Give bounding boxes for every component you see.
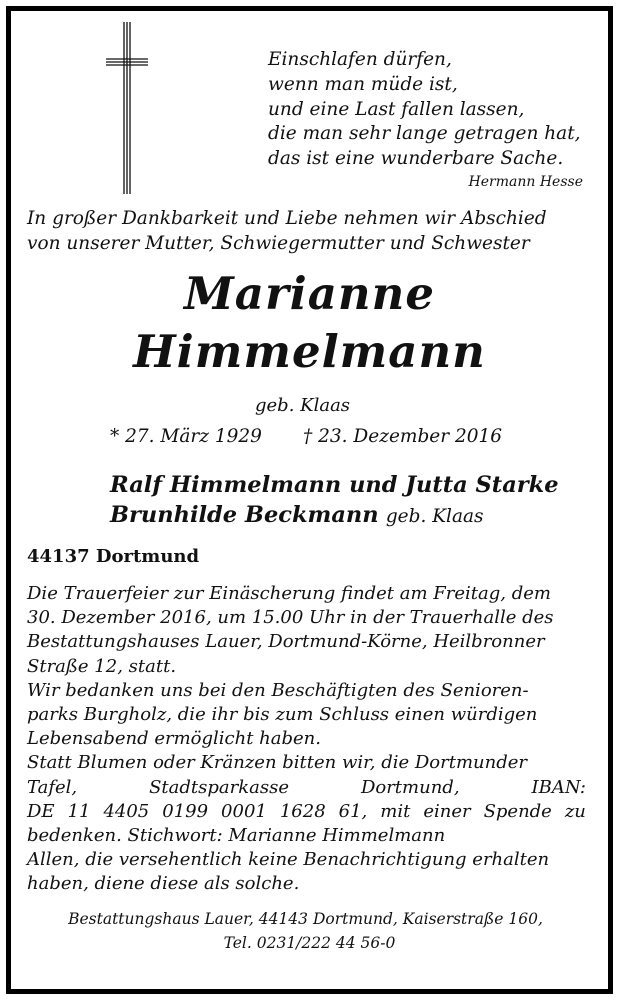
mourner-name: Brunhilde Beckmann — [110, 502, 379, 528]
announcement-body — [27, 582, 586, 896]
body-line: Statt Blumen oder Kränzen bitten wir, die Dortmunder — [27, 752, 528, 774]
life-dates — [110, 426, 530, 447]
body-word: 61, — [338, 800, 368, 822]
deceased-first-name: Marianne — [184, 267, 435, 320]
birth-date: * 27. März 1929 — [110, 426, 262, 447]
mourner-maiden-name: geb. Klaas — [385, 506, 484, 527]
poem-line: die man sehr lange getragen hat, — [268, 123, 581, 145]
funeral-home-phone: Tel. 0231/222 44 56-0 — [223, 934, 396, 952]
body-word: 11 — [67, 800, 91, 822]
poem — [268, 48, 588, 190]
poem-line: das ist eine wunderbare Sache. — [268, 148, 564, 170]
funeral-home-address: Bestattungshaus Lauer, 44143 Dortmund, Kaiserstraße 160, — [68, 910, 543, 928]
poem-author: Hermann Hesse — [468, 174, 583, 190]
poem-line: Einschlafen dürfen, — [268, 49, 452, 70]
body-word: mit — [380, 800, 411, 822]
body-line: Bestattungshauses Lauer, Dortmund-Körne, Heilbronner — [27, 631, 545, 653]
deceased-last-name: Himmelmann — [133, 325, 486, 378]
mourner-line — [110, 470, 590, 500]
body-line: parks Burgholz, die ihr bis zum Schluss einen würdigen — [27, 703, 538, 725]
body-word: 0001 — [221, 800, 267, 822]
intro-line: In großer Dankbarkeit und Liebe nehmen wir Abschied — [27, 208, 547, 229]
cross-icon — [106, 22, 148, 194]
body-line: bedenken. Stichwort: Marianne Himmelmann — [27, 824, 446, 846]
mourner-line — [110, 500, 590, 532]
body-word: zu — [564, 800, 586, 822]
poem-line: wenn man müde ist, — [268, 73, 458, 95]
body-line: Lebensabend ermöglicht haben. — [27, 728, 321, 750]
body-word: Spende — [483, 800, 552, 822]
body-word: DE — [27, 800, 55, 822]
poem-line: und eine Last fallen lassen, — [268, 98, 525, 120]
body-line: Die Trauerfeier zur Einäscherung findet am Freitag, dem — [27, 583, 551, 604]
body-word: 4405 — [103, 800, 150, 822]
body-word: IBAN: — [531, 776, 586, 798]
body-word: Stadtsparkasse — [149, 776, 289, 798]
body-word: einer — [423, 800, 471, 822]
body-line: haben, diene diese als solche. — [27, 873, 300, 895]
intro-text — [27, 206, 597, 256]
body-word: Dortmund, — [360, 776, 460, 798]
body-line: Allen, die versehentlich keine Benachrichtigung erhalten — [27, 849, 550, 871]
body-line: 30. Dezember 2016, um 15.00 Uhr in der Trauerhalle des — [27, 607, 554, 629]
location: 44137 Dortmund — [27, 546, 200, 567]
body-word: Tafel, — [27, 776, 78, 798]
body-line: Wir bedanken uns bei den Beschäftigten des Senioren- — [27, 679, 529, 701]
death-date: † 23. Dezember 2016 — [303, 426, 503, 447]
body-word: 0199 — [162, 800, 209, 822]
body-line-justified — [27, 776, 586, 800]
intro-line: von unserer Mutter, Schwiegermutter und Schwester — [27, 233, 530, 254]
body-line-justified — [27, 800, 586, 824]
body-line: Straße 12, statt. — [27, 655, 177, 677]
body-word: 1628 — [279, 800, 326, 822]
maiden-name: geb. Klaas — [255, 395, 351, 416]
mourner-names: Ralf Himmelmann und Jutta Starke — [110, 472, 559, 498]
